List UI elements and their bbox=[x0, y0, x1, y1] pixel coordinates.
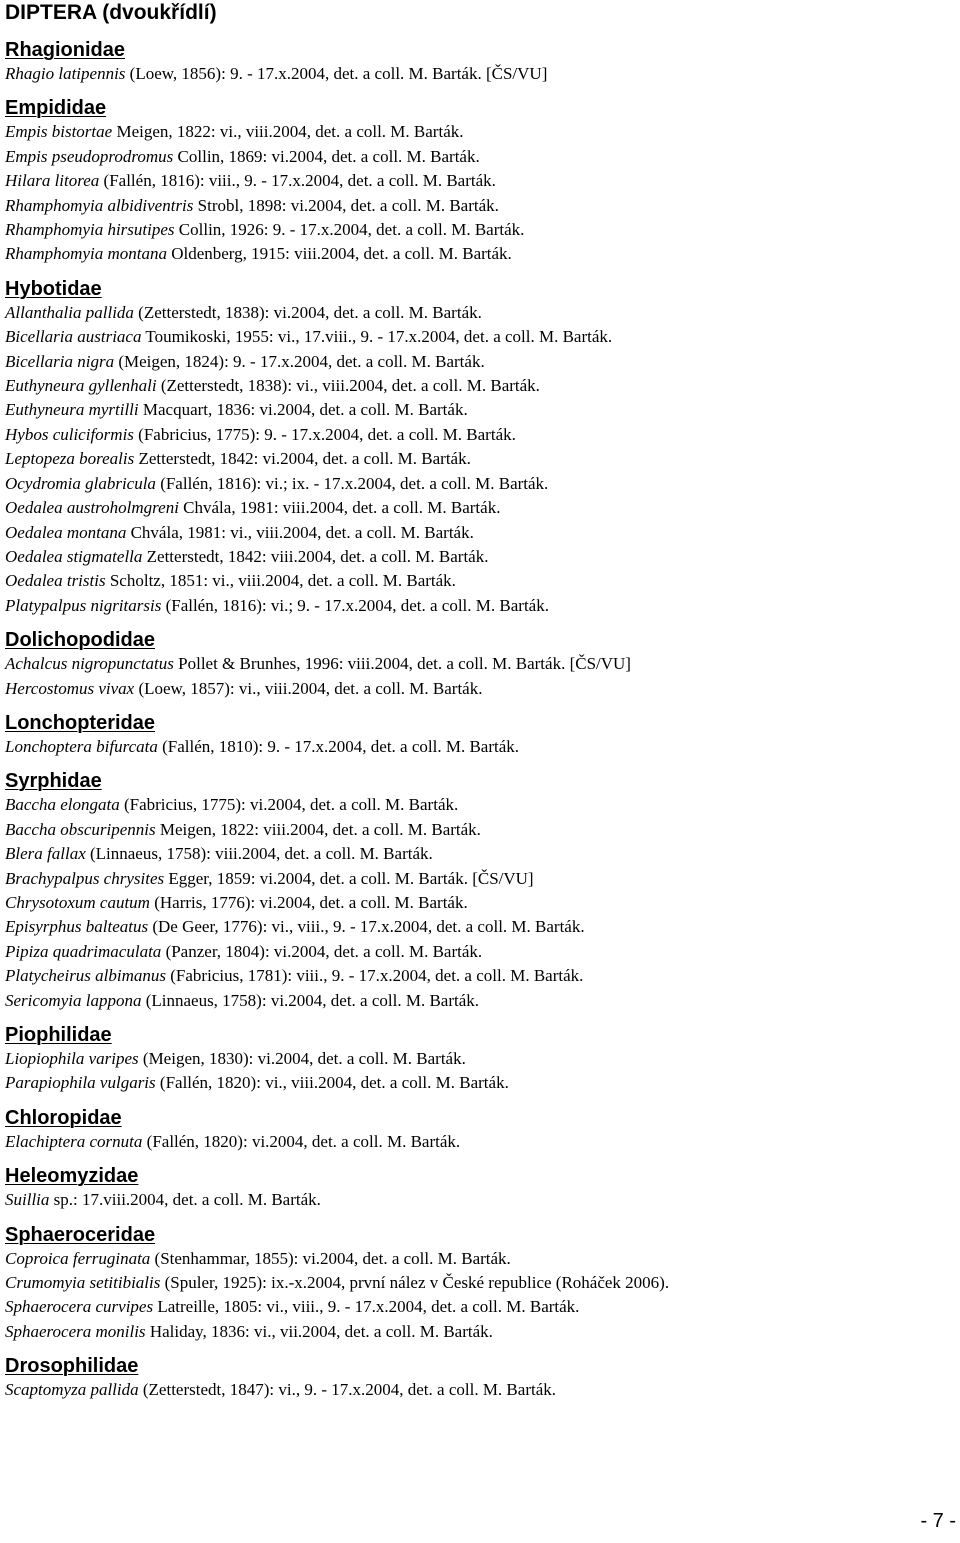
family-section bbox=[5, 711, 950, 759]
species-record bbox=[5, 594, 950, 618]
family-name: Syrphidae bbox=[5, 770, 102, 793]
species-record-details: (Loew, 1856): 9. - 17.x.2004, det. a coll. M. Barták. [ČS/VU] bbox=[125, 64, 548, 83]
species-record bbox=[5, 447, 950, 471]
species-record-details: (Zetterstedt, 1838): vi., viii.2004, det. a coll. M. Barták. bbox=[156, 376, 540, 396]
species-name: Leptopeza borealis bbox=[5, 449, 135, 469]
species-name: Hilara litorea bbox=[5, 171, 100, 191]
family-section bbox=[5, 769, 950, 1013]
species-name: Empis pseudoprodromus bbox=[5, 146, 174, 166]
species-record-details: (Stenhammar, 1855): vi.2004, det. a coll. M. Barták. bbox=[150, 1248, 511, 1268]
species-name: Brachypalpus chrysites bbox=[5, 868, 165, 888]
species-record-details: Toumikoski, 1955: vi., 17.viii., 9. - 17.x.2004, det. a coll. M. Barták. bbox=[141, 327, 613, 347]
family-name: Hybotidae bbox=[5, 277, 102, 300]
species-record-details: (Linnaeus, 1758): viii.2004, det. a coll. M. Barták. bbox=[85, 844, 433, 864]
species-name: Oedalea stigmatella bbox=[5, 546, 143, 566]
species-name: Baccha obscuripennis bbox=[5, 819, 156, 839]
species-record bbox=[5, 242, 950, 266]
family-section bbox=[5, 1023, 950, 1096]
species-record-details: Chvála, 1981: vi., viii.2004, det. a coll. M. Barták. bbox=[126, 522, 474, 542]
species-list bbox=[5, 735, 950, 759]
species-name: Platypalpus nigritarsis bbox=[5, 595, 162, 615]
species-record-details: Egger, 1859: vi.2004, det. a coll. M. Barták. [ČS/VU] bbox=[164, 868, 534, 888]
species-list bbox=[5, 1130, 950, 1154]
species-name: Oedalea austroholmgreni bbox=[5, 498, 179, 518]
species-record-details: (Spuler, 1925): ix.-x.2004, první nález v České republice (Roháček 2006). bbox=[160, 1273, 670, 1293]
species-record-details: (Linnaeus, 1758): vi.2004, det. a coll. M. Barták. bbox=[141, 990, 480, 1010]
species-list bbox=[5, 1247, 950, 1345]
family-section bbox=[5, 1223, 950, 1345]
species-record-details: (Zetterstedt, 1847): vi., 9. - 17.x.2004, det. a coll. M. Barták. bbox=[138, 1380, 556, 1400]
species-record bbox=[5, 818, 950, 842]
species-record bbox=[5, 374, 950, 398]
species-name: Ocydromia glabricula bbox=[5, 473, 156, 493]
species-record-details: (Fallén, 1816): vi.; ix. - 17.x.2004, det. a coll. M. Barták. bbox=[155, 473, 549, 493]
species-record-details: Collin, 1926: 9. - 17.x.2004, det. a coll. M. Barták. bbox=[174, 220, 525, 240]
species-record bbox=[5, 867, 950, 891]
species-record bbox=[5, 652, 950, 676]
species-name: Rhamphomyia montana bbox=[5, 244, 167, 264]
species-record-details: (Fallén, 1816): viii., 9. - 17.x.2004, det. a coll. M. Barták. bbox=[99, 171, 496, 191]
species-record-details: (Fallén, 1810): 9. - 17.x.2004, det. a coll. M. Barták. bbox=[157, 736, 520, 756]
species-record bbox=[5, 218, 950, 242]
species-record-details: Meigen, 1822: vi., viii.2004, det. a coll. M. Barták. bbox=[112, 122, 464, 142]
species-record-details: (Fallén, 1820): vi.2004, det. a coll. M. Barták. bbox=[142, 1131, 461, 1151]
species-list bbox=[5, 652, 950, 701]
species-record bbox=[5, 194, 950, 218]
species-record-details: (Fabricius, 1775): vi.2004, det. a coll. M. Barták. bbox=[119, 795, 459, 815]
species-name: Liopiophila varipes bbox=[5, 1049, 139, 1068]
species-record-details: Oldenberg, 1915: viii.2004, det. a coll. M. Barták. bbox=[166, 244, 512, 264]
species-name: Chrysotoxum cautum bbox=[5, 892, 150, 912]
species-name: Hybos culiciformis bbox=[5, 424, 134, 444]
species-checklist bbox=[5, 0, 950, 1413]
species-record bbox=[5, 1271, 950, 1295]
species-record-details: Zetterstedt, 1842: vi.2004, det. a coll. M. Barták. bbox=[134, 449, 471, 469]
species-name: Sericomyia lappona bbox=[5, 990, 142, 1010]
species-name: Crumomyia setitibialis bbox=[5, 1273, 161, 1293]
species-name: Allanthalia pallida bbox=[5, 302, 134, 322]
family-name: Dolichopodidae bbox=[5, 629, 155, 652]
family-section bbox=[5, 96, 950, 266]
species-name: Rhagio latipennis bbox=[5, 64, 126, 83]
species-name: Blera fallax bbox=[5, 844, 86, 864]
species-record-details: Scholtz, 1851: vi., viii.2004, det. a coll. M. Barták. bbox=[105, 571, 456, 591]
family-name: Lonchopteridae bbox=[5, 711, 156, 734]
species-record bbox=[5, 964, 950, 988]
species-record bbox=[5, 472, 950, 496]
species-record-details: (Meigen, 1824): 9. - 17.x.2004, det. a coll. M. Barták. bbox=[114, 351, 485, 371]
species-record bbox=[5, 169, 950, 193]
species-record-details: Pollet & Brunhes, 1996: viii.2004, det. a coll. M. Barták. [ČS/VU] bbox=[173, 654, 631, 674]
species-record bbox=[5, 423, 950, 447]
page-number: - 7 - bbox=[920, 1510, 956, 1532]
species-record bbox=[5, 891, 950, 915]
family-name: Piophilidae bbox=[5, 1024, 112, 1046]
species-record bbox=[5, 842, 950, 866]
species-name: Coproica ferruginata bbox=[5, 1248, 151, 1268]
species-list bbox=[5, 62, 950, 86]
species-name: Scaptomyza pallida bbox=[5, 1380, 139, 1400]
species-name: Oedalea tristis bbox=[5, 571, 106, 591]
species-name: Hercostomus vivax bbox=[5, 678, 135, 698]
species-record bbox=[5, 569, 950, 593]
species-name: Platycheirus albimanus bbox=[5, 966, 167, 986]
species-list bbox=[5, 120, 950, 266]
species-record-details: Latreille, 1805: vi., viii., 9. - 17.x.2004, det. a coll. M. Barták. bbox=[153, 1297, 580, 1317]
family-section bbox=[5, 628, 950, 701]
species-name: Suillia bbox=[5, 1190, 50, 1210]
species-record bbox=[5, 1071, 950, 1095]
family-section bbox=[5, 1354, 950, 1402]
species-record bbox=[5, 521, 950, 545]
species-record bbox=[5, 1320, 950, 1344]
species-name: Sphaerocera monilis bbox=[5, 1321, 146, 1341]
species-record-details: Collin, 1869: vi.2004, det. a coll. M. Barták. bbox=[173, 146, 480, 166]
species-record-details: sp.: 17.viii.2004, det. a coll. M. Barták. bbox=[49, 1190, 321, 1210]
family-name: Heleomyzidae bbox=[5, 1165, 139, 1188]
species-name: Baccha elongata bbox=[5, 795, 120, 815]
species-name: Episyrphus balteatus bbox=[5, 917, 149, 937]
species-record bbox=[5, 677, 950, 701]
species-name: Oedalea montana bbox=[5, 522, 127, 542]
species-name: Lonchoptera bifurcata bbox=[5, 736, 158, 756]
species-record-details: (Harris, 1776): vi.2004, det. a coll. M. Barták. bbox=[149, 892, 468, 912]
family-list bbox=[5, 38, 950, 1403]
family-section bbox=[5, 38, 950, 86]
species-name: Euthyneura myrtilli bbox=[5, 400, 139, 420]
species-record bbox=[5, 1378, 950, 1402]
species-record-details: (Panzer, 1804): vi.2004, det. a coll. M. Barták. bbox=[161, 941, 483, 961]
species-record bbox=[5, 496, 950, 520]
species-record-details: (Fallén, 1816): vi.; 9. - 17.x.2004, det. a coll. M. Barták. bbox=[161, 595, 549, 615]
species-list bbox=[5, 793, 950, 1013]
species-list bbox=[5, 1047, 950, 1096]
species-record-details: (Fabricius, 1781): viii., 9. - 17.x.2004, det. a coll. M. Barták. bbox=[166, 966, 584, 986]
species-record bbox=[5, 145, 950, 169]
species-record bbox=[5, 398, 950, 422]
species-record bbox=[5, 735, 950, 759]
species-record bbox=[5, 1047, 950, 1071]
species-record-details: Zetterstedt, 1842: viii.2004, det. a coll. M. Barták. bbox=[142, 546, 489, 566]
species-record bbox=[5, 793, 950, 817]
species-record bbox=[5, 1130, 950, 1154]
species-name: Rhamphomyia hirsutipes bbox=[5, 220, 175, 240]
species-name: Euthyneura gyllenhali bbox=[5, 376, 157, 396]
species-record bbox=[5, 350, 950, 374]
species-record-details: (Fallén, 1820): vi., viii.2004, det. a coll. M. Barták. bbox=[155, 1073, 509, 1093]
family-name: Chloropidae bbox=[5, 1106, 122, 1129]
species-record bbox=[5, 325, 950, 349]
species-name: Elachiptera cornuta bbox=[5, 1131, 143, 1151]
species-name: Parapiophila vulgaris bbox=[5, 1073, 156, 1093]
family-name: Drosophilidae bbox=[5, 1355, 139, 1378]
species-record-details: (Zetterstedt, 1838): vi.2004, det. a coll. M. Barták. bbox=[133, 302, 482, 322]
species-record-details: Meigen, 1822: viii.2004, det. a coll. M. Barták. bbox=[155, 819, 481, 839]
species-name: Pipiza quadrimaculata bbox=[5, 941, 162, 961]
species-record bbox=[5, 120, 950, 144]
species-list bbox=[5, 301, 950, 618]
family-name: Sphaeroceridae bbox=[5, 1223, 156, 1246]
species-record bbox=[5, 545, 950, 569]
family-section bbox=[5, 277, 950, 618]
species-record bbox=[5, 1188, 950, 1212]
species-record bbox=[5, 1247, 950, 1271]
family-section bbox=[5, 1164, 950, 1212]
species-list bbox=[5, 1378, 950, 1402]
species-record bbox=[5, 62, 950, 86]
species-name: Sphaerocera curvipes bbox=[5, 1297, 154, 1317]
species-record-details: Haliday, 1836: vi., vii.2004, det. a coll. M. Barták. bbox=[145, 1321, 493, 1341]
species-record-details: (De Geer, 1776): vi., viii., 9. - 17.x.2004, det. a coll. M. Barták. bbox=[148, 917, 585, 937]
family-name: Empididae bbox=[5, 97, 107, 120]
species-record-details: (Loew, 1857): vi., viii.2004, det. a coll. M. Barták. bbox=[134, 678, 483, 698]
species-record bbox=[5, 989, 950, 1013]
family-name: Rhagionidae bbox=[5, 39, 126, 61]
family-section bbox=[5, 1106, 950, 1154]
species-name: Rhamphomyia albidiventris bbox=[5, 195, 194, 215]
species-record bbox=[5, 301, 950, 325]
species-record bbox=[5, 915, 950, 939]
species-record bbox=[5, 940, 950, 964]
species-name: Empis bistortae bbox=[5, 122, 113, 142]
species-record-details: Chvála, 1981: viii.2004, det. a coll. M. Barták. bbox=[178, 498, 501, 518]
species-record-details: (Fabricius, 1775): 9. - 17.x.2004, det. a coll. M. Barták. bbox=[133, 424, 516, 444]
species-name: Achalcus nigropunctatus bbox=[5, 654, 174, 674]
species-name: Bicellaria nigra bbox=[5, 351, 115, 371]
species-name: Bicellaria austriaca bbox=[5, 327, 142, 347]
order-title: DIPTERA (dvoukřídlí) bbox=[5, 1, 217, 24]
species-record-details: (Meigen, 1830): vi.2004, det. a coll. M. Barták. bbox=[138, 1049, 466, 1068]
species-list bbox=[5, 1188, 950, 1212]
species-record-details: Macquart, 1836: vi.2004, det. a coll. M. Barták. bbox=[138, 400, 468, 420]
species-record-details: Strobl, 1898: vi.2004, det. a coll. M. Barták. bbox=[193, 195, 499, 215]
species-record bbox=[5, 1295, 950, 1319]
